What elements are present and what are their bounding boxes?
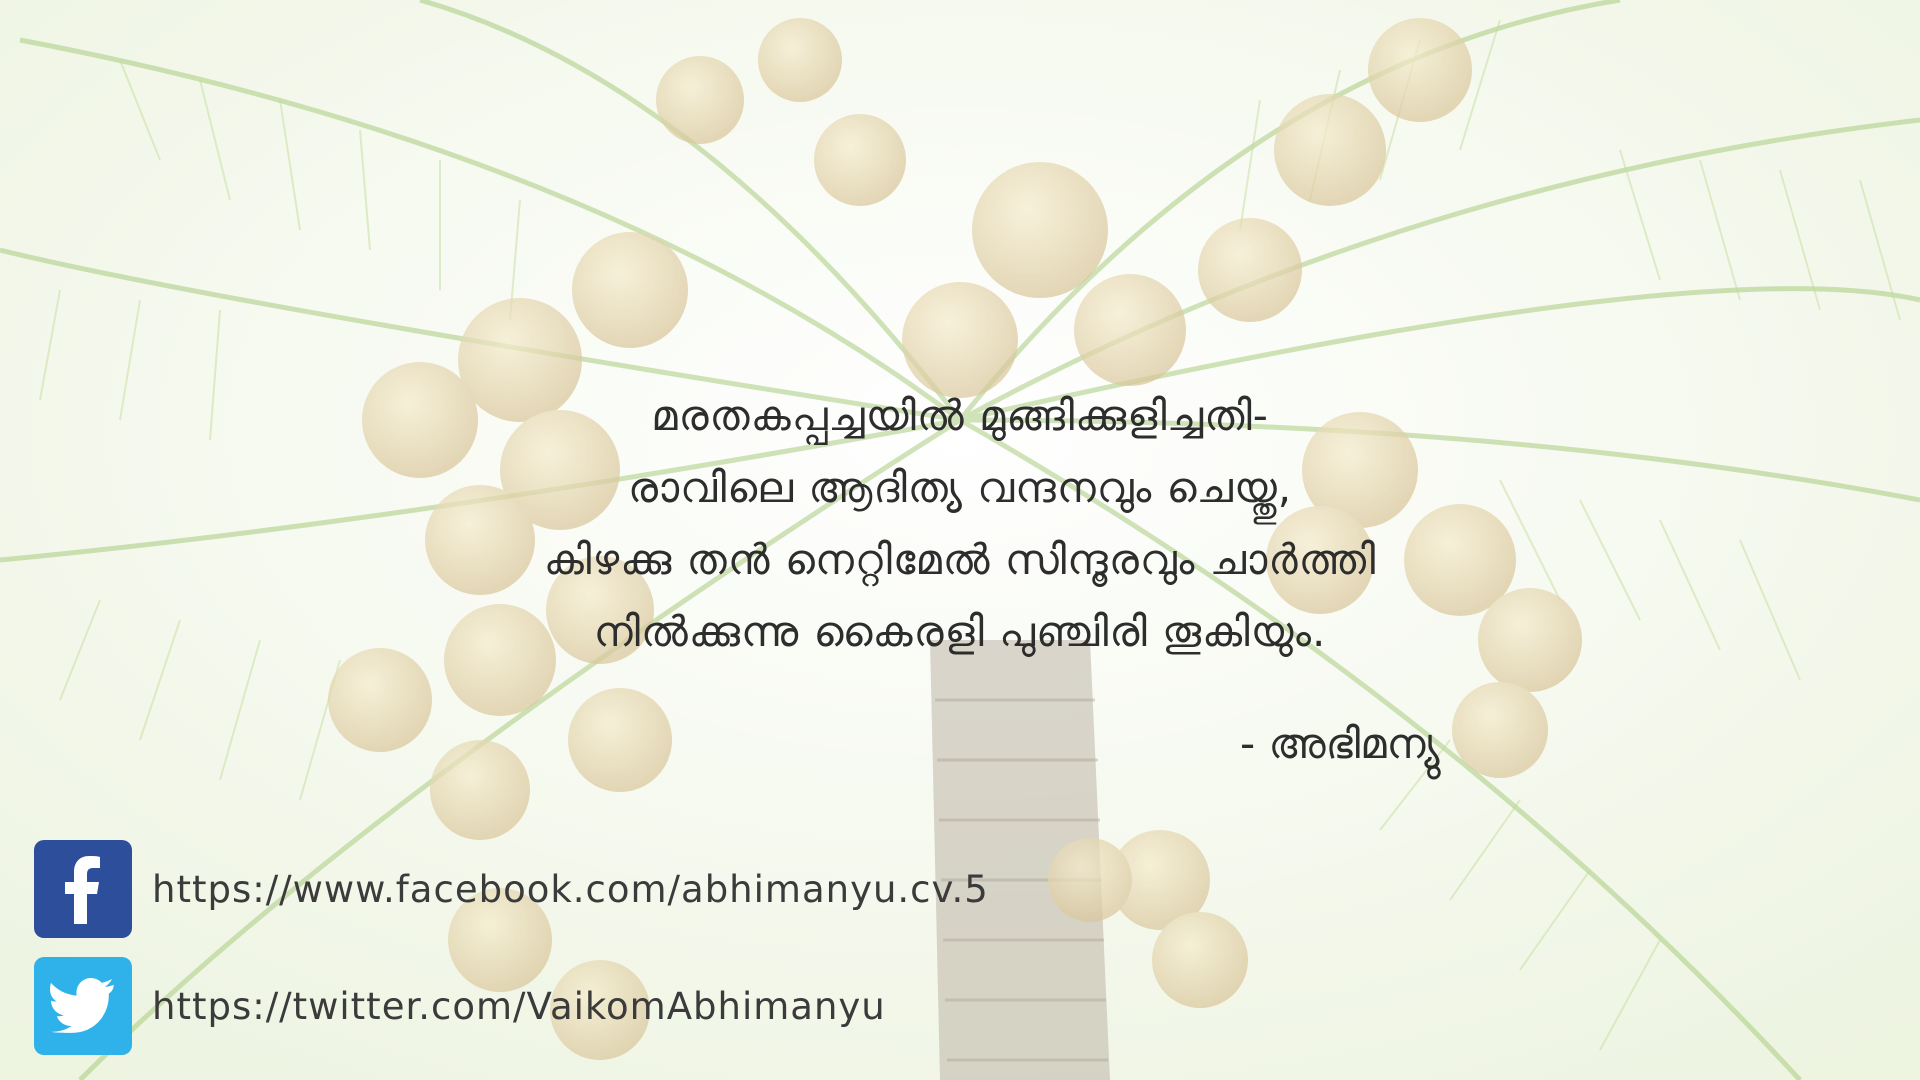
facebook-row[interactable] — [34, 840, 989, 938]
twitter-icon[interactable] — [34, 957, 132, 1055]
twitter-link[interactable]: https://twitter.com/VaikomAbhimanyu — [152, 984, 886, 1028]
poem-line-4: നിൽക്കുന്നു കൈരളി പുഞ്ചിരി തൂകിയും. — [593, 607, 1327, 656]
poem-line-2: രാവിലെ ആദിത്യ വന്ദനവും ചെയ്തു, — [627, 463, 1293, 512]
poem-author: - അഭിമന്യു — [1240, 719, 1440, 768]
facebook-link[interactable]: https://www.facebook.com/abhimanyu.cv.5 — [152, 867, 989, 911]
poem-line-3: കിഴക്കു തൻ നെറ്റിമേൽ സിന്ദൂരവും ചാർത്തി — [543, 535, 1377, 584]
facebook-icon[interactable] — [34, 840, 132, 938]
poem-block — [420, 380, 1500, 668]
twitter-row[interactable] — [34, 957, 886, 1055]
poem-line-1: മരതകപ്പച്ചയിൽ മുങ്ങിക്കുളിച്ചതി- — [651, 391, 1269, 440]
